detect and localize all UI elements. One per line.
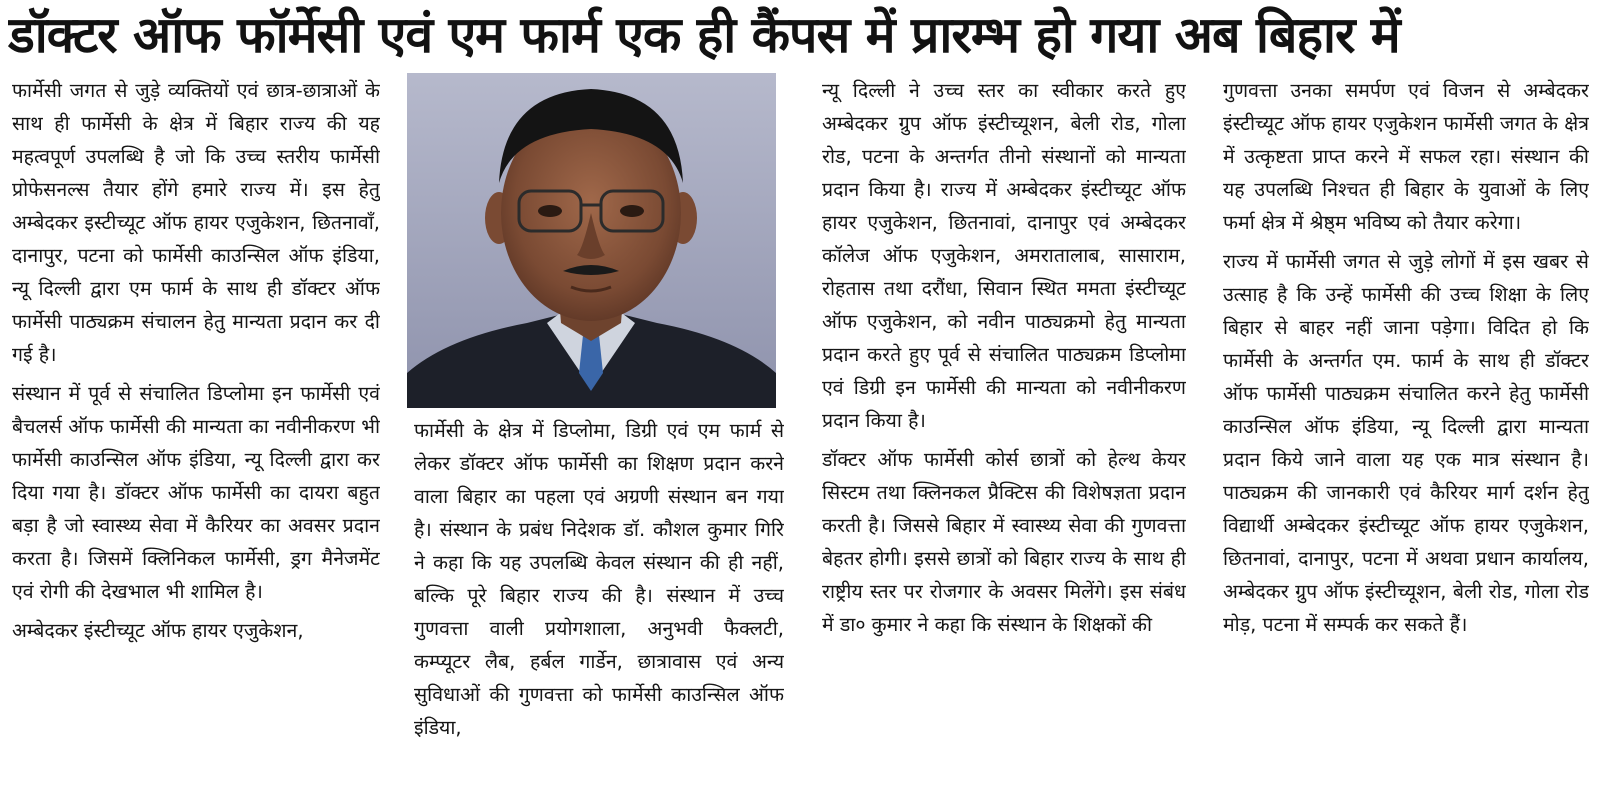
paragraph: फार्मेसी जगत से जुड़े व्यक्तियों एवं छात्र-छात्राओं के साथ ही फार्मेसी के क्षेत्र में बिहार राज्य की यह महत्वपूर्ण उपलब्धि है जो कि उच्च स्तरीय फार्मेसी प्रोफेसनल्स तैयार होंगे हमारे राज्य में। इस हेतु अम्बेदकर इस्टीच्यूट ऑफ हायर एजुकेशन, छितनावाँ, दानापुर, पटना को फार्मेसी काउन्सिल ऑफ इंडिया, न्यू दिल्ली द्वारा एम फार्म के साथ ही डॉक्टर ऑफ फार्मेसी पाठ्यक्रम संचालन हेतु मान्यता प्रदान कर दी गई है। (12, 79, 380, 366)
paragraph: अम्बेदकर इंस्टीच्यूट ऑफ हायर एजुकेशन, (12, 619, 304, 642)
paragraph: डॉक्टर ऑफ फार्मेसी कोर्स छात्रों को हेल्थ केयर सिस्टम तथा क्लिनकल प्रैक्टिस की विशेषज्ञता प्रदान करती है। जिससे बिहार में स्वास्थ्य सेवा की गुणवत्ता बेहतर होगी। इससे छात्रों को बिहार राज्य के साथ ही राष्ट्रीय स्तर पर रोजगार के अवसर मिलेंगे। इस संबंध में डा० कुमार ने कहा कि संस्थान के शिक्षकों की (822, 448, 1186, 636)
paragraph: फार्मेसी के क्षेत्र में डिप्लोमा, डिग्री एवं एम फार्म से लेकर डॉक्टर ऑफ फार्मेसी का शिक्षण प्रदान करने वाला बिहार का पहला एवं अग्रणी संस्थान बन गया है। संस्थान के प्रबंध निदेशक डॉ. कौशल कुमार गिरि ने कहा कि यह उपलब्धि केवल संस्थान की ही नहीं, बल्कि पूरे बिहार राज्य की है। संस्थान में उच्च गुणवत्ता वाली प्रयोगशाला, अनुभवी फैक्लटी, कम्प्यूटर लैब, हर्बल गार्डेन, छात्रावास एवं अन्य सुविधाओं की गुणवत्ता को फार्मेसी काउन्सिल ऑफ इंडिया, (414, 419, 784, 739)
paragraph: न्यू दिल्ली ने उच्च स्तर का स्वीकार करते हुए अम्बेदकर ग्रुप ऑफ इंस्टीच्यूशन, बेली रोड, गोला रोड, पटना के अन्तर्गत तीनो संस्थानों को मान्यता प्रदान किया है। राज्य में अम्बेदकर इंस्टीच्यूट ऑफ हायर एजुकेशन, छितनावां, दानापुर एवं अम्बेदकर कॉलेज ऑफ एजुकेशन, अमरातालाब, सासाराम, रोहतास तथा दरौंधा, सिवान स्थित ममता इंस्टीच्यूट ऑफ एजुकेशन, को नवीन पाठ्यक्रमो हेतु मान्यता प्रदान करते हुए पूर्व से संचालित पाठ्यक्रम डिप्लोमा एवं डिग्री इन फार्मेसी की मान्यता को नवीनीकरण प्रदान किया है। (822, 79, 1186, 432)
paragraph: गुणवत्ता उनका समर्पण एवं विजन से अम्बेदकर इंस्टीच्यूट ऑफ हायर एजुकेशन फार्मेसी जगत के क्षेत्र में उत्कृष्टता प्राप्त करने में सफल रहा। संस्थान की यह उपलब्धि निश्चत ही बिहार के युवाओं के लिए फर्मा क्षेत्र में श्रेष्ठ्म भविष्य को तैयार करेगा। (1223, 79, 1589, 234)
portrait-photo (407, 73, 776, 408)
paragraph: संस्थान में पूर्व से संचालित डिप्लोमा इन फार्मेसी एवं बैचलर्स ऑफ फार्मेसी की मान्यता का नवीनीकरण भी फार्मेसी काउन्सिल ऑफ इंडिया, न्यू दिल्ली द्वारा कर दिया गया है। डॉक्टर ऑफ फार्मेसी का दायरा बहुत बड़ा है जो स्वास्थ्य सेवा में कैरियर का अवसर प्रदान करता है। जिसमें क्लिनिकल फार्मेसी, ड्रग मैनेजमेंट एवं रोगी की देखभाल भी शामिल है। (12, 382, 380, 603)
article-column-1 (12, 74, 380, 786)
paragraph: राज्य में फार्मेसी जगत से जुड़े लोगों में इस खबर से उत्साह है कि उन्हें फार्मेसी की उच्च शिक्षा के लिए बिहार से बाहर नहीं जाना पड़ेगा। विदित हो कि फार्मेसी के अन्तर्गत एम. फार्म के साथ ही डॉक्टर ऑफ फार्मेसी पाठ्यक्रम संचालित करने हेतु फार्मेसी काउन्सिल ऑफ इंडिया, न्यू दिल्ली द्वारा मान्यता प्रदान किये जाने वाला यह एक मात्र संस्थान है। पाठ्यक्रम की जानकारी एवं कैरियर मार्ग दर्शन हेतु विद्यार्थी अम्बेदकर इंस्टीच्यूट ऑफ हायर एजुकेशन, छितनावां, दानापुर, पटना में अथवा प्रधान कार्यालय, अम्बेदकर ग्रुप ऑफ इंस्टीच्यूशन, बेली रोड, गोला रोड मोड़, पटना में सम्पर्क कर सकते हैं। (1223, 250, 1589, 636)
article-column-2 (414, 414, 784, 786)
article-headline: डॉक्टर ऑफ फॉर्मेसी एवं एम फार्म एक ही कैंपस में प्रारम्भ हो गया अब बिहार में (8, 6, 1400, 64)
portrait-illustration (407, 73, 776, 408)
article-column-3 (822, 74, 1186, 786)
article-column-4 (1223, 74, 1589, 786)
